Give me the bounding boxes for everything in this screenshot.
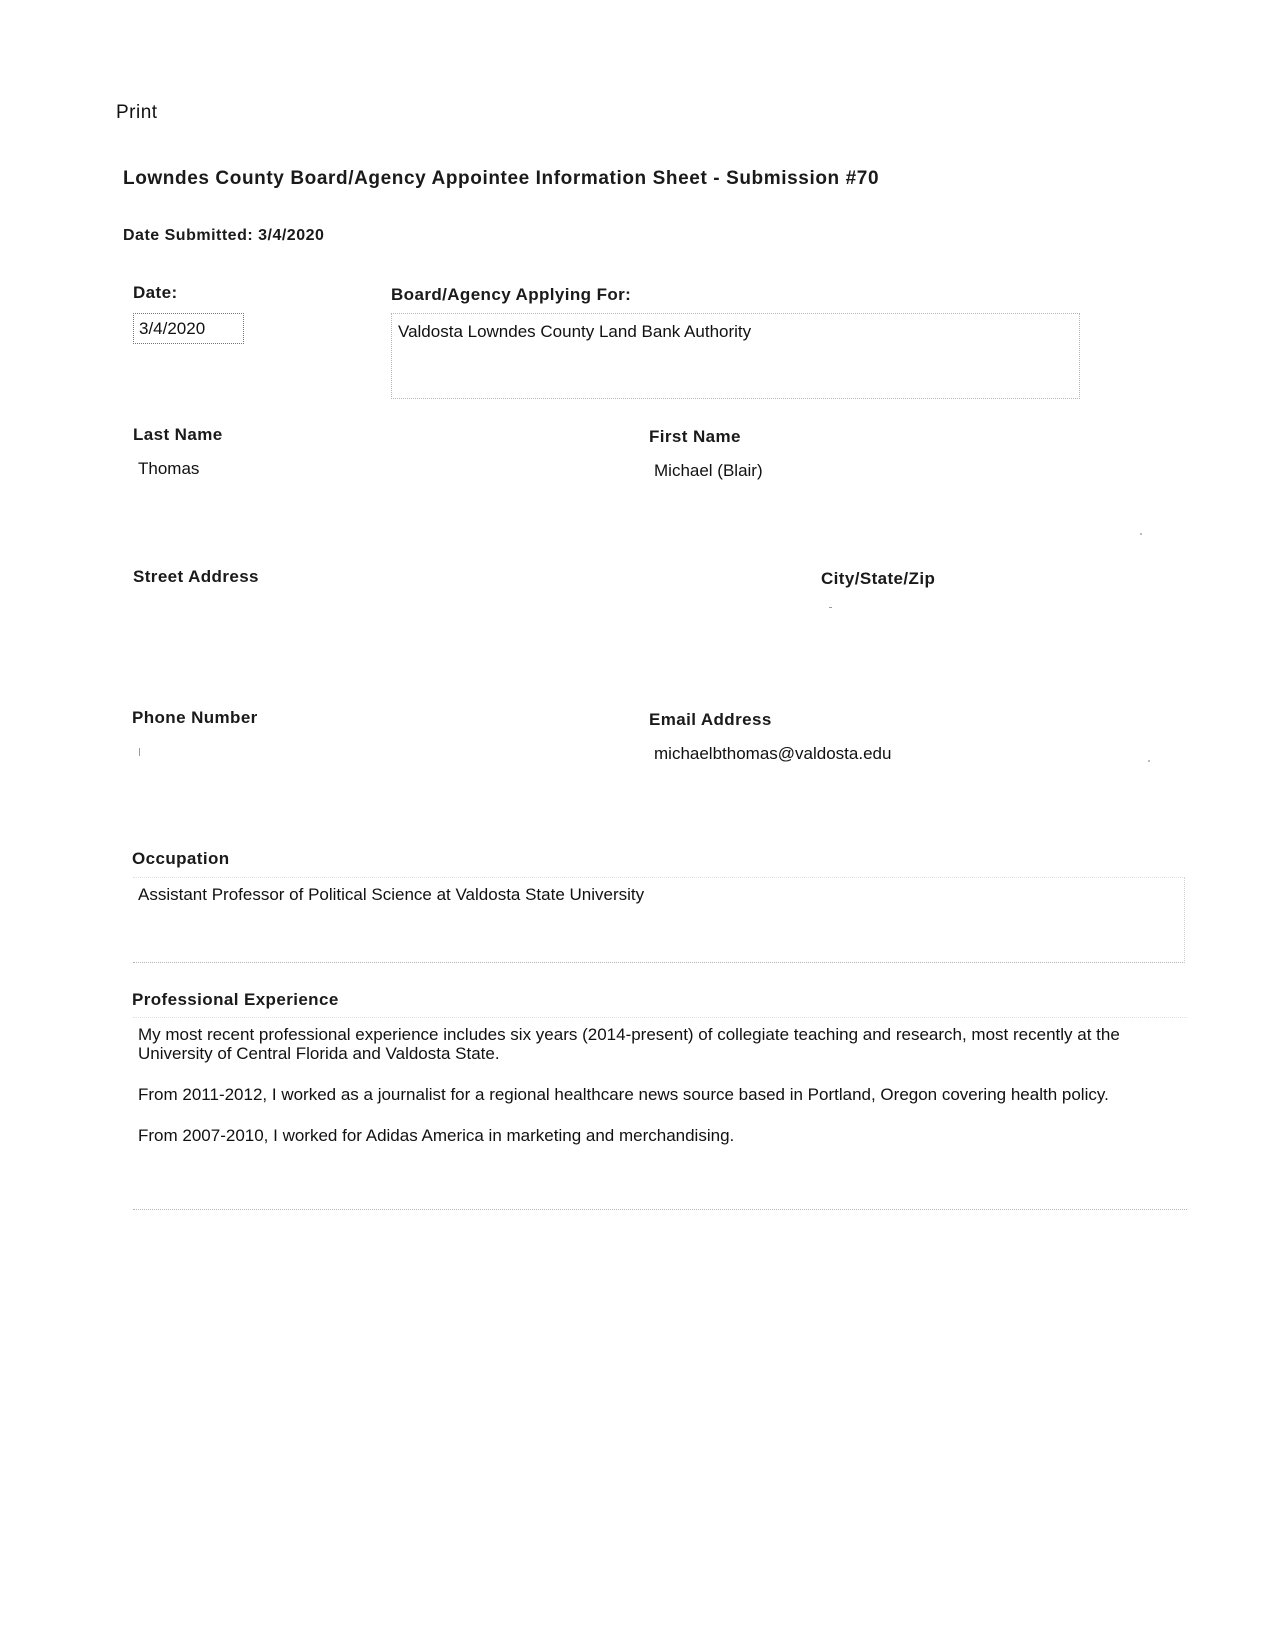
board-agency-field[interactable]: Valdosta Lowndes County Land Bank Authority	[391, 313, 1080, 399]
last-name-label: Last Name	[133, 425, 223, 444]
email-address-label: Email Address	[649, 710, 772, 729]
street-address-field[interactable]	[138, 600, 438, 620]
board-agency-label: Board/Agency Applying For:	[391, 285, 632, 304]
first-name-label: First Name	[649, 427, 741, 446]
scan-speck	[139, 748, 140, 756]
date-label: Date:	[133, 283, 178, 302]
professional-experience-label: Professional Experience	[132, 990, 339, 1009]
print-link[interactable]: Print	[116, 102, 158, 123]
street-address-label: Street Address	[133, 567, 259, 586]
experience-paragraph: From 2007-2010, I worked for Adidas America in marketing and merchandising.	[138, 1126, 735, 1145]
scan-speck	[1148, 760, 1150, 762]
last-name-field[interactable]: Thomas	[138, 459, 200, 478]
first-name-field[interactable]: Michael (Blair)	[654, 461, 763, 480]
date-submitted: Date Submitted: 3/4/2020	[123, 227, 325, 244]
occupation-label: Occupation	[132, 849, 230, 868]
professional-experience-field[interactable]	[133, 1017, 1187, 1210]
city-state-zip-label: City/State/Zip	[821, 569, 936, 588]
page-title: Lowndes County Board/Agency Appointee Information Sheet - Submission #70	[123, 168, 880, 189]
scan-speck	[829, 607, 832, 608]
phone-number-field[interactable]	[138, 742, 438, 762]
date-field[interactable]: 3/4/2020	[133, 313, 244, 344]
experience-paragraph: My most recent professional experience includes six years (2014-present) of collegiate teaching and research, most recently at the University of Central Florida and Valdosta State.	[138, 1025, 1120, 1063]
scan-speck	[1140, 533, 1142, 535]
occupation-field[interactable]: Assistant Professor of Political Science at Valdosta State University	[133, 877, 1185, 963]
phone-number-label: Phone Number	[132, 708, 258, 727]
experience-paragraph: From 2011-2012, I worked as a journalist for a regional healthcare news source based in Portland, Oregon covering health policy.	[138, 1085, 1109, 1104]
city-state-zip-field[interactable]	[826, 602, 1126, 622]
email-address-field[interactable]: michaelbthomas@valdosta.edu	[654, 744, 892, 763]
